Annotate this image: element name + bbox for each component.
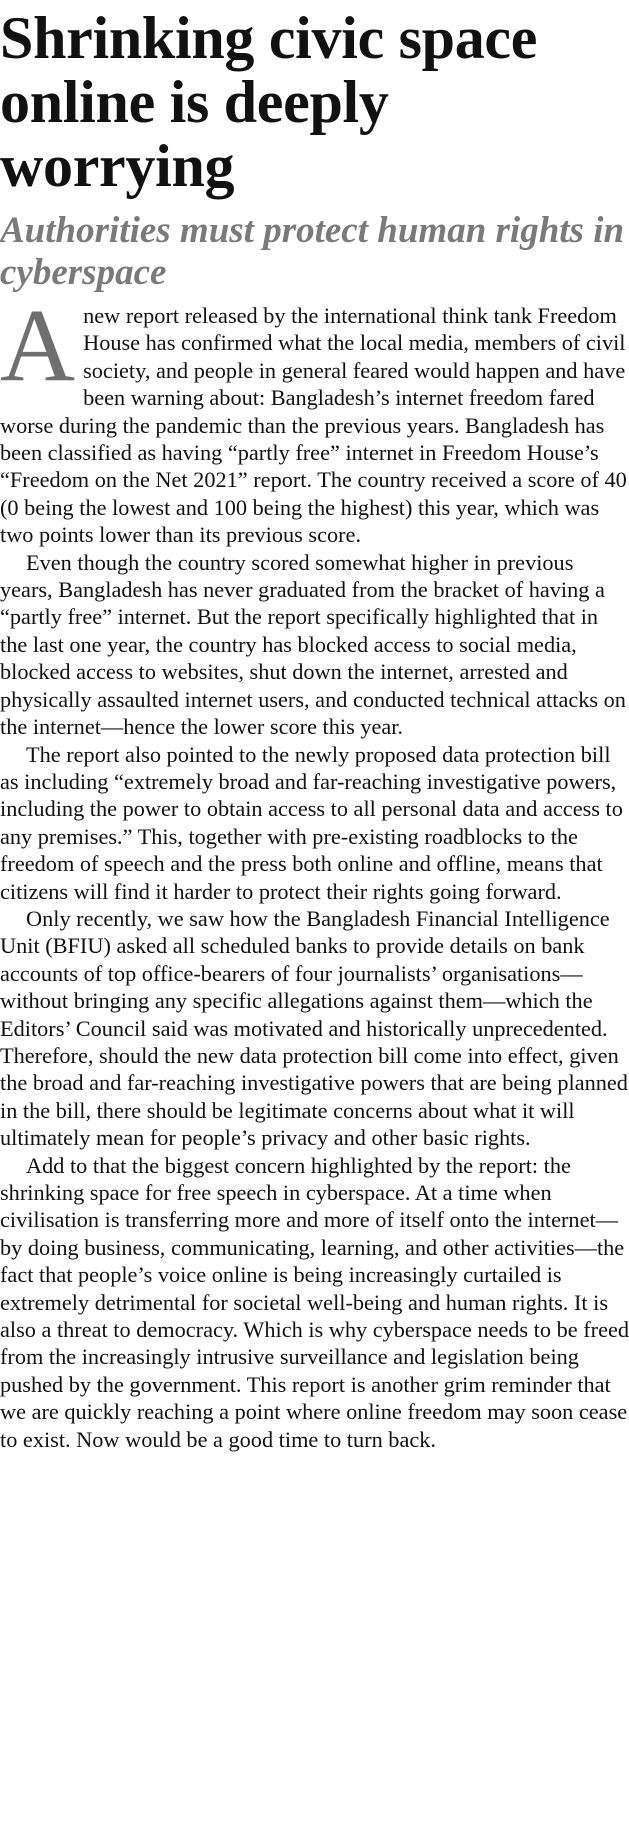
article-body: [0, 288, 629, 1453]
subheadline: Authorities must protect human rights in cyberspace: [0, 210, 625, 293]
paragraph-5: Add to that the biggest concern highlighted by the report: the shrinking space for free speech in cyberspace. At a time when civilisation is transferring more and more of itself onto the internet—by doing business, communicating, learning, and other activities—the fact that people’s voice online is being increasingly curtailed is extremely detrimental for societal well-being and human rights. It is also a threat to democracy. Which is why cyberspace needs to be freed from the increasingly intrusive surveillance and legislation being pushed by the government. This report is another grim reminder that we are quickly reaching a point where online freedom may soon cease to exist. Now would be a good time to turn back.: [0, 1152, 629, 1452]
paragraph-2: Even though the country scored somewhat higher in previous years, Bangladesh has never graduated from the bracket of having a “partly free” internet. But the report specifically highlighted that in the last one year, the country has blocked access to social media, blocked access to websites, shut down the internet, arrested and physically assaulted internet users, and conducted technical attacks on the internet—hence the lower score this year.: [0, 549, 626, 740]
paragraph-3: The report also pointed to the newly proposed data protection bill as including “extremely broad and far-reaching investigative powers, including the power to obtain access to all personal data and access to any premises.” This, together with pre-existing roadblocks to the freedom of speech and the press both online and offline, means that citizens will find it harder to protect their rights going forward.: [0, 741, 623, 904]
drop-cap: A: [0, 288, 76, 403]
paragraph-1: [0, 288, 629, 549]
paragraph-4: Only recently, we saw how the Bangladesh Financial Intelligence Unit (BFIU) asked all scheduled banks to provide details on bank accounts of top office-bearers of four journalists’ organisations—without bringing any specific allegations against them—which the Editors’ Council said was motivated and historically unprecedented. Therefore, should the new data protection bill come into effect, given the broad and far-reaching investigative powers that are being planned in the bill, there should be legitimate concerns about what it will ultimately mean for people’s privacy and other basic rights.: [0, 905, 628, 1151]
paragraph-1-text: new report released by the international think tank Freedom House has confirmed what the local media, members of civil society, and people in general feared would happen and have been warning about: Bangladesh’s internet freedom fared worse during the pandemic than the previous years. Bangladesh has been classified as having “partly free” internet in Freedom House’s “Freedom on the Net 2021” report. The country received a score of 40 (0 being the lowest and 100 being the highest) this year, which was two points lower than its previous score.: [0, 303, 627, 548]
headline: Shrinking civic space online is deeply worrying: [0, 5, 538, 199]
